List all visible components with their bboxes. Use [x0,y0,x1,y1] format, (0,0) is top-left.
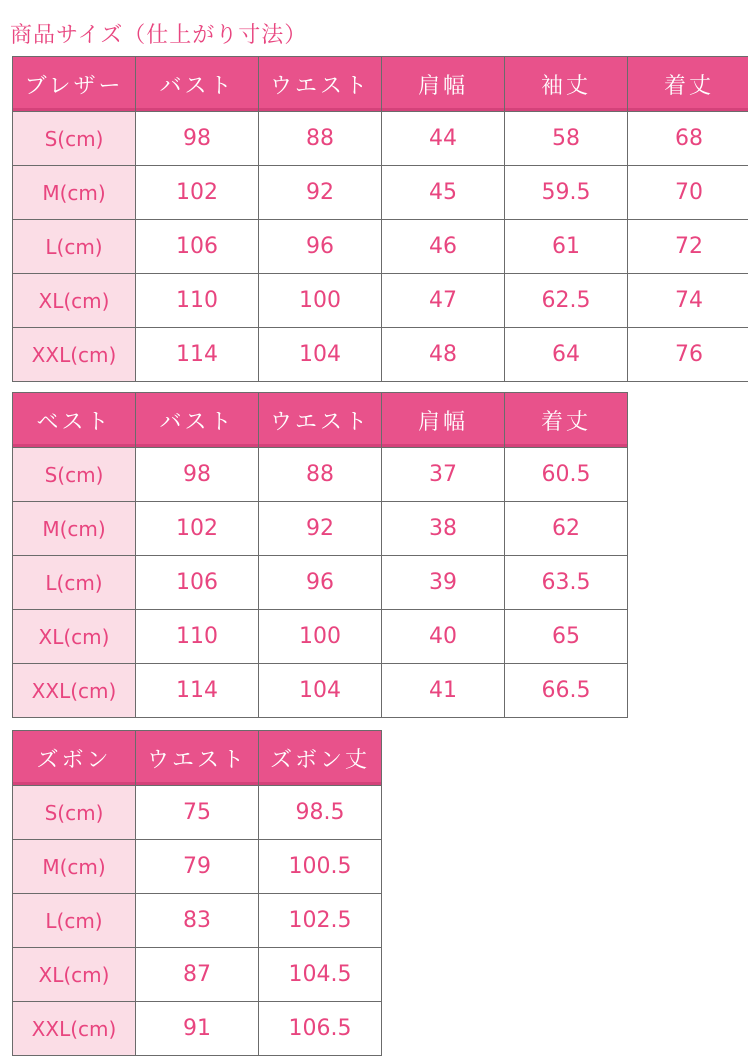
measurement-cell: 37 [382,448,505,502]
measurement-cell: 48 [382,328,505,382]
table-row [13,1002,382,1056]
measurement-header: 着丈 [505,393,628,448]
measurement-cell: 66.5 [505,664,628,718]
measurement-header: 着丈 [628,57,748,112]
measurement-cell: 98 [136,448,259,502]
table-row [13,448,628,502]
measurement-cell: 92 [259,166,382,220]
table-row [13,556,628,610]
measurement-cell: 98 [136,112,259,166]
measurement-cell: 106 [136,556,259,610]
measurement-cell: 38 [382,502,505,556]
measurement-cell: 60.5 [505,448,628,502]
table-row [13,166,748,220]
measurement-cell: 100.5 [259,840,382,894]
measurement-cell: 106 [136,220,259,274]
measurement-cell: 74 [628,274,748,328]
size-label: XXL(cm) [13,1002,136,1056]
measurement-header: 肩幅 [382,57,505,112]
size-label: XL(cm) [13,274,136,328]
measurement-cell: 61 [505,220,628,274]
size-label: M(cm) [13,166,136,220]
table-row [13,328,748,382]
garment-header: ベスト [13,393,136,448]
measurement-cell: 75 [136,786,259,840]
measurement-header: 袖丈 [505,57,628,112]
header-row [13,57,748,112]
table-row [13,610,628,664]
table-row [13,786,382,840]
table-row [13,220,748,274]
measurement-cell: 114 [136,328,259,382]
measurement-cell: 70 [628,166,748,220]
measurement-cell: 106.5 [259,1002,382,1056]
blazer-size-table [12,56,748,382]
table-row [13,894,382,948]
garment-header: ブレザー [13,57,136,112]
measurement-cell: 88 [259,448,382,502]
measurement-cell: 76 [628,328,748,382]
size-label: XL(cm) [13,948,136,1002]
measurement-cell: 45 [382,166,505,220]
size-label: S(cm) [13,448,136,502]
measurement-cell: 44 [382,112,505,166]
measurement-cell: 64 [505,328,628,382]
measurement-cell: 92 [259,502,382,556]
measurement-cell: 62.5 [505,274,628,328]
table-row [13,948,382,1002]
measurement-cell: 83 [136,894,259,948]
measurement-cell: 63.5 [505,556,628,610]
measurement-cell: 87 [136,948,259,1002]
size-label: XXL(cm) [13,664,136,718]
measurement-cell: 72 [628,220,748,274]
measurement-cell: 100 [259,274,382,328]
size-label: XL(cm) [13,610,136,664]
size-label: M(cm) [13,840,136,894]
measurement-header: ウエスト [259,393,382,448]
table-row [13,502,628,556]
measurement-cell: 47 [382,274,505,328]
measurement-cell: 91 [136,1002,259,1056]
size-label: S(cm) [13,786,136,840]
measurement-cell: 98.5 [259,786,382,840]
table-row [13,112,748,166]
measurement-header: バスト [136,393,259,448]
measurement-header: バスト [136,57,259,112]
header-row [13,731,382,786]
size-label: L(cm) [13,220,136,274]
measurement-cell: 96 [259,220,382,274]
measurement-cell: 41 [382,664,505,718]
table-row [13,840,382,894]
table-row [13,274,748,328]
measurement-cell: 59.5 [505,166,628,220]
measurement-header: 肩幅 [382,393,505,448]
measurement-cell: 104 [259,664,382,718]
measurement-cell: 102.5 [259,894,382,948]
measurement-cell: 100 [259,610,382,664]
measurement-cell: 68 [628,112,748,166]
measurement-cell: 40 [382,610,505,664]
measurement-cell: 102 [136,166,259,220]
garment-header: ズボン [13,731,136,786]
measurement-header: ウエスト [259,57,382,112]
table-row [13,664,628,718]
size-label: L(cm) [13,894,136,948]
pants-size-table [12,730,382,1056]
measurement-cell: 88 [259,112,382,166]
measurement-cell: 62 [505,502,628,556]
measurement-cell: 110 [136,274,259,328]
size-label: S(cm) [13,112,136,166]
measurement-cell: 104.5 [259,948,382,1002]
size-label: XXL(cm) [13,328,136,382]
measurement-cell: 110 [136,610,259,664]
measurement-cell: 79 [136,840,259,894]
header-row [13,393,628,448]
measurement-cell: 96 [259,556,382,610]
measurement-cell: 102 [136,502,259,556]
vest-size-table [12,392,628,718]
size-label: M(cm) [13,502,136,556]
measurement-cell: 65 [505,610,628,664]
measurement-cell: 39 [382,556,505,610]
measurement-cell: 104 [259,328,382,382]
size-label: L(cm) [13,556,136,610]
measurement-header: ウエスト [136,731,259,786]
measurement-cell: 46 [382,220,505,274]
measurement-header: ズボン丈 [259,731,382,786]
measurement-cell: 58 [505,112,628,166]
page-title: 商品サイズ（仕上がり寸法） [10,23,308,48]
measurement-cell: 114 [136,664,259,718]
